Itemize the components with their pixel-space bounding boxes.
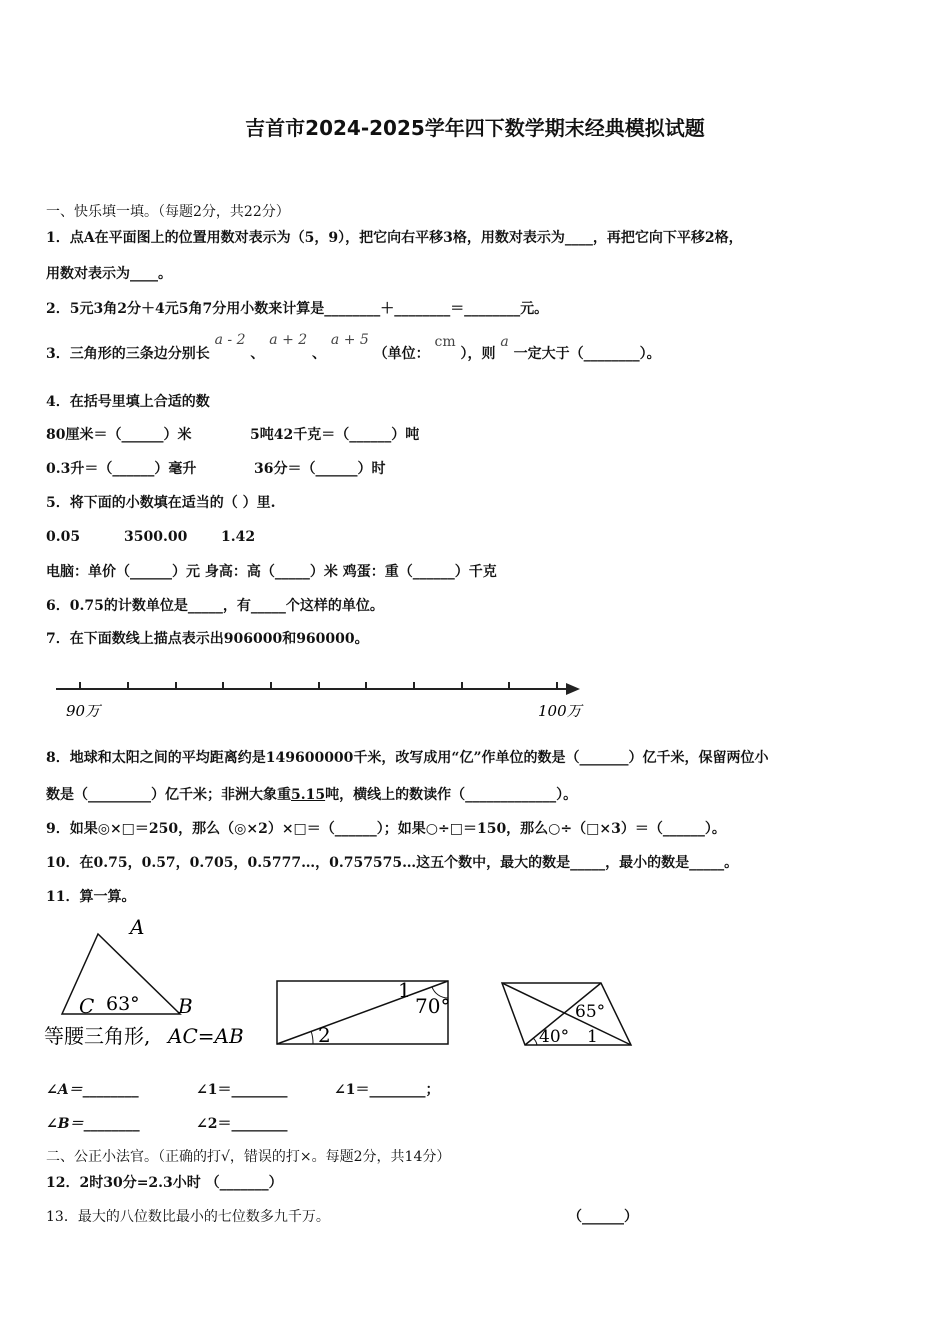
q6: 6．0.75的计数单位是_____，有_____个这样的单位。 [46,598,384,614]
vertex-c-label: C [79,994,95,1018]
q11-answer-angle1-fig2: ∠1＝________ [196,1082,288,1098]
q4-row2-col2: 36分＝（______）时 [254,461,386,477]
q8-underlined-number: 5.15 [291,787,326,803]
q11-answer-b: ∠B＝________ [46,1116,140,1132]
figure-rectangle [270,975,455,1050]
q2: 2．5元3角2分＋4元5角7分用小数来计算是________＋________＝________元。 [46,301,549,317]
q4-row1-col2: 5吨42千克＝（______）吨 [250,427,420,443]
q3-unit-post: ），则 [460,346,496,362]
q5: 5．将下面的小数填在适当的（ ）里. [46,495,276,511]
q8-line2 [46,786,577,804]
number-line-arrow [566,683,580,695]
angle-1-label: 1 [398,978,411,1002]
q7: 7．在下面数线上描点表示出906000和960000。 [46,631,369,647]
q10: 10．在0.75，0.57，0.705，0.5777…，0.757575…这五个数中，最大的数是_____，最小的数是_____。 [46,855,739,871]
number-line [40,672,600,724]
q4-row1-col1: 80厘米＝（______）米 [46,427,192,443]
angle-70-label: 70° [415,994,451,1018]
q3-sep1: 、 [250,346,265,362]
vertex-a-label: A [130,915,145,939]
figure-caption-equation: AC=AB [168,1024,244,1048]
vertex-b-label: B [178,994,193,1018]
section-2-heading: 二、公正小法官。（正确的打√，错误的打×。每题2分，共14分） [46,1149,451,1165]
q3 [46,332,661,363]
q3-expr1: a - 2 [214,332,246,348]
q4-row2-col1: 0.3升＝（______）毫升 [46,461,197,477]
q5-number-1: 0.05 [46,529,81,545]
q3-expr2: a + 2 [269,332,308,348]
q3-pre: 3．三角形的三条边分别长 [46,346,210,362]
q8-line1: 8．地球和太阳之间的平均距离约是149600000千米，改写成用“亿”作单位的数是（_______）亿千米，保留两位小 [46,750,769,766]
q13: 13．最大的八位数比最小的七位数多九千万。 [46,1209,330,1225]
angle-1-label: 1 [587,1027,598,1047]
q9: 9．如果◎×□＝250，那么（◎×2）×□＝（______）；如果○÷□＝150，那么○÷（□×3）＝（______）。 [46,821,726,837]
q1-line2: 用数对表示为____。 [46,266,172,282]
q8-line2-post: 吨，横线上的数读作（_____________）。 [325,787,578,803]
q11: 11．算一算。 [46,889,136,905]
angle-2-label: 2 [318,1023,331,1047]
page-title: 吉首市2024-2025学年四下数学期末经典模拟试题 [245,116,705,140]
q3-post: 一定大于（________）。 [513,346,661,362]
angle-65-label: 65° [575,1002,606,1022]
figure-caption: 等腰三角形, [44,1024,151,1048]
angle-40-arc [533,1038,537,1045]
number-line-left-label: 90万 [66,702,101,720]
q5-number-3: 1.42 [221,529,256,545]
q3-sep2: 、 [312,346,327,362]
figure-isosceles-triangle [40,912,255,1052]
q11-answer-angle1-fig3: ∠1＝________； [334,1082,440,1098]
angle-40-label: 40° [539,1027,570,1047]
q5-fill: 电脑：单价（______）元 身高：高（_____）米 鸡蛋：重（______）千克 [46,564,497,580]
angle-c-label: 63° [106,993,140,1015]
q13-answer-blank: （______） [568,1209,638,1225]
q11-answer-a: ∠A＝________ [46,1082,139,1098]
q12: 12．2时30分=2.3小时 （_______） [46,1175,283,1191]
angle-2-arc [311,1031,313,1044]
q3-unit: cm [434,334,456,350]
q4: 4．在括号里填上合适的数 [46,394,210,410]
q11-answer-angle2-fig2: ∠2＝________ [196,1116,288,1132]
q3-unit-pre: （单位： [373,346,430,362]
q5-number-2: 3500.00 [124,529,188,545]
q8-line2-pre: 数是（_________）亿千米；非洲大象重 [46,787,291,803]
q3-var: a [500,334,509,350]
section-1-heading: 一、快乐填一填。（每题2分，共22分） [46,204,290,220]
figure-parallelogram [495,975,640,1050]
number-line-right-label: 100万 [538,702,582,720]
q1-line1: 1．点A在平面图上的位置用数对表示为（5，9），把它向右平移3格，用数对表示为____，再把它向下平移2格， [46,230,743,246]
q3-expr3: a + 5 [330,332,369,348]
